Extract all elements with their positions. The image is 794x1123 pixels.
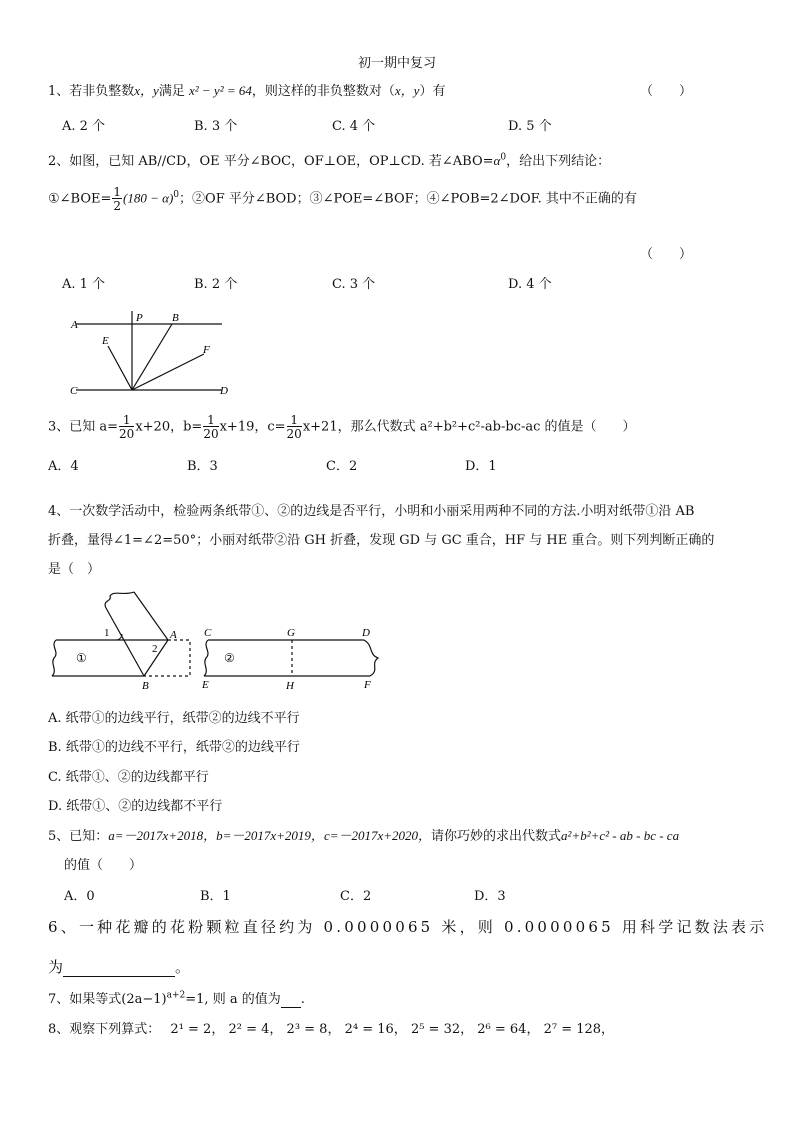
q3-prefix: 3、已知 a=	[48, 419, 119, 435]
q2-conclusions	[48, 186, 637, 212]
q2-frac-den: 2	[113, 199, 122, 213]
q6-prefix: 为	[48, 958, 64, 976]
q7-prefix: 7、如果等式	[48, 992, 122, 1007]
q2-fraction	[112, 186, 122, 212]
q1-option-b: B. 3 个	[194, 119, 238, 134]
q5-target: a²+b²+c² - ab - bc - ca	[561, 828, 680, 843]
line-oe	[108, 346, 132, 390]
label-point-h: H	[286, 680, 294, 692]
label-point-d: D	[362, 627, 370, 639]
q2-answer-paren: （ ）	[640, 247, 693, 262]
q4-paper-strips-figure	[44, 588, 384, 694]
q2-option-b: B. 2 个	[194, 277, 238, 292]
label-point-b: B	[142, 680, 149, 692]
q1-prefix: 1、若非负整数	[48, 84, 135, 99]
q6-answer-blank[interactable]	[63, 958, 175, 977]
strip1-torn-edge	[52, 640, 56, 676]
q5-c-expr: c=－2017x+2020，	[323, 828, 432, 843]
q7-end: .	[300, 992, 305, 1007]
page-title: 初一期中复习	[357, 56, 436, 71]
folded-edge-right	[134, 592, 168, 640]
folded-edge-left	[106, 608, 144, 676]
q3-frac-b-num: 1	[203, 414, 218, 427]
q4-option-b: B. 纸带①的边线不平行，纸带②的边线平行	[48, 740, 300, 755]
q3-option-a: A．4	[48, 459, 79, 474]
question-1	[48, 80, 445, 99]
q7-suffix: =1, 则 a 的值为	[185, 992, 281, 1007]
label-strip-1: ①	[76, 651, 87, 665]
q5-b-expr: b=－2017x+2019，	[216, 828, 324, 843]
strip1-dashed-folded	[144, 640, 190, 676]
q5-option-d: D．3	[474, 889, 506, 904]
q5-mid: 请你巧妙的求出代数式	[431, 829, 562, 844]
q1-pair: x，y	[394, 83, 420, 98]
q1-option-c: C. 4 个	[332, 119, 376, 134]
q8-power-4: 2⁴ = 16，	[344, 1022, 407, 1037]
q3-option-b: B．3	[187, 459, 218, 474]
label-a: A	[71, 319, 78, 331]
question-2	[48, 150, 610, 169]
q3-option-d: D．1	[465, 459, 497, 474]
q5-option-a: A．0	[64, 889, 95, 904]
q4-option-d: D. 纸带①、②的边线都不平行	[48, 799, 223, 814]
q3-option-c: C．2	[326, 459, 358, 474]
q2-c1-sup: 0	[173, 190, 180, 201]
label-e: E	[102, 335, 109, 347]
label-c: C	[70, 385, 78, 397]
q1-vars: x，y	[134, 83, 159, 98]
q8-power-1: 2¹ = 2，	[170, 1022, 225, 1037]
q3-frac-a-num: 1	[119, 414, 134, 427]
question-3	[48, 414, 636, 440]
q2-line1-end: ，给出下列结论：	[506, 154, 611, 169]
q2-alpha-sup: 0	[500, 152, 507, 163]
q4-line-2: 折叠，量得∠1=∠2=50°；小丽对纸带②沿 GH 折叠，发现 GD 与 GC 重合，HF 与 HE 重合。则下列判断正确的	[48, 533, 715, 548]
q3-b-rest: x+19，c=	[219, 419, 286, 435]
q3-frac-a	[119, 414, 134, 440]
strip1-folded-torn-end	[105, 592, 134, 608]
q4-line-3: 是（ ）	[48, 562, 101, 577]
q2-frac-num: 1	[113, 185, 122, 199]
q2-option-d: D. 4 个	[508, 277, 552, 292]
label-f: F	[203, 344, 210, 356]
q3-frac-c-den: 20	[286, 427, 302, 441]
q2-c1-paren: (180 − α)	[123, 190, 174, 206]
q5-a-expr: a=－2017x+2018，	[108, 828, 217, 843]
q1-end: ）有	[419, 84, 446, 99]
label-p: P	[136, 312, 143, 324]
q5-prefix: 5、已知：	[48, 829, 109, 844]
question-5	[48, 825, 679, 844]
label-angle-2: 2	[152, 643, 158, 655]
q1-suffix: ，则这样的非负整数对（	[251, 84, 395, 99]
q1-option-d: D. 5 个	[508, 119, 552, 134]
q3-frac-a-den: 20	[119, 427, 135, 441]
label-point-c: C	[204, 627, 212, 639]
label-strip-2: ②	[224, 651, 235, 665]
q3-frac-b	[203, 414, 218, 440]
q2-option-c: C. 3 个	[332, 277, 376, 292]
q5-option-c: C．2	[340, 889, 372, 904]
label-b: B	[172, 312, 179, 324]
q3-a-rest: x+20，b=	[135, 419, 203, 435]
q2-c1-prefix: ①∠BOE=	[48, 191, 112, 207]
q6-line-2	[48, 956, 190, 977]
question-7	[48, 988, 305, 1008]
q7-exponent: a+2	[166, 990, 186, 1001]
q4-option-c: C. 纸带①、②的边线都平行	[48, 770, 209, 785]
q2-line1: 2、如图，已知 AB//CD，OE 平分∠BOC，OF⊥OE，OP⊥CD. 若∠ABO=	[48, 154, 494, 169]
question-8	[48, 1018, 614, 1037]
q6-suffix: 。	[175, 958, 191, 976]
q8-prefix: 8、观察下列算式：	[48, 1022, 161, 1037]
label-d: D	[220, 385, 228, 397]
q6-line-1: 6、一种花瓣的花粉颗粒直径约为 0.0000065 米，则 0.0000065 用科学记数法表示	[48, 918, 768, 936]
q7-expr: (2a−1)	[121, 992, 167, 1007]
q4-line-1: 4、一次数学活动中，检验两条纸带①、②的边线是否平行，小明和小丽采用两种不同的方法.小明对纸带①沿 AB	[48, 504, 695, 519]
q4-option-a: A. 纸带①的边线平行，纸带②的边线不平行	[48, 711, 300, 726]
q2-option-a: A. 1 个	[62, 277, 106, 292]
q2-geometry-figure	[60, 305, 260, 405]
q8-power-7: 2⁷ = 128，	[543, 1022, 615, 1037]
strip2-torn-edge-right	[364, 640, 378, 676]
label-point-f: F	[364, 679, 371, 691]
q5-option-b: B．1	[200, 889, 231, 904]
q1-equation: x² − y² = 64	[188, 83, 252, 98]
q1-mid: 满足	[158, 84, 185, 99]
q3-frac-b-den: 20	[203, 427, 219, 441]
q3-frac-c	[287, 414, 302, 440]
q7-answer-blank[interactable]	[281, 992, 301, 1008]
label-point-a: A	[170, 629, 177, 641]
q8-power-2: 2² = 4，	[228, 1022, 283, 1037]
q1-answer-paren: （ ）	[640, 84, 693, 99]
label-point-g: G	[287, 627, 295, 639]
q8-power-5: 2⁵ = 32，	[410, 1022, 474, 1037]
q2-conclusions-rest: ；②OF 平分∠BOD；③∠POE=∠BOF；④∠POB=2∠DOF. 其中不正确的有	[179, 191, 637, 207]
strip2-torn-edge-left	[204, 640, 208, 676]
q1-option-a: A. 2 个	[62, 119, 106, 134]
q3-c-rest: x+21，那么代数式 a²+b²+c²-ab-bc-ac 的值是（ ）	[302, 419, 636, 435]
label-point-e: E	[202, 679, 209, 691]
label-angle-1: 1	[104, 627, 110, 639]
q8-power-6: 2⁶ = 64，	[477, 1022, 540, 1037]
q3-frac-c-num: 1	[287, 414, 302, 427]
q8-power-3: 2³ = 8，	[286, 1022, 341, 1037]
q2-alpha: α	[493, 153, 501, 168]
q5-line-2: 的值（ ）	[64, 858, 143, 873]
